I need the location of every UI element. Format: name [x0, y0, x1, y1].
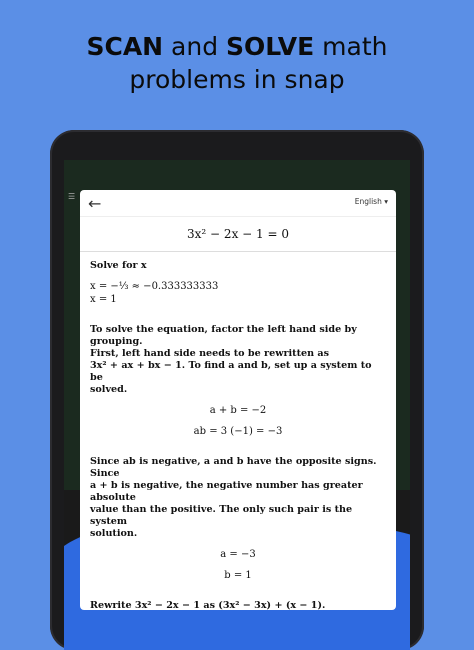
language-selector[interactable]: English ▾ — [354, 197, 388, 206]
headline — [0, 30, 474, 96]
headline-line2: problems in snap — [129, 65, 345, 94]
rewrite-line: Rewrite 3x² − 2x − 1 as (3x² − 3x) + (x − 1). — [90, 600, 326, 610]
answer-2: x = 1 — [90, 294, 117, 305]
para2-line1: Since ab is negative, a and b have the opposite signs. Since — [90, 456, 377, 479]
answer-1: x = −⅓ ≈ −0.333333333 — [90, 281, 219, 292]
system2-eq1: a = −3 — [220, 549, 256, 560]
para2-line4: solution. — [90, 528, 138, 539]
para1-line1: To solve the equation, factor the left hand side by grouping. — [90, 324, 357, 347]
headline-scan: SCAN — [86, 32, 164, 61]
system2-eq2: b = 1 — [224, 570, 252, 581]
solution-content — [80, 252, 396, 610]
para1-line2: First, left hand side needs to be rewritten as — [90, 348, 330, 359]
headline-and: and — [163, 32, 227, 61]
solution-card — [80, 190, 396, 610]
headline-solve: SOLVE — [226, 32, 315, 61]
menu-icon[interactable]: ☰ — [68, 192, 76, 201]
para1-line4: solved. — [90, 384, 128, 395]
system1-eq1: a + b = −2 — [209, 405, 267, 416]
para2-line2: a + b is negative, the negative number has greater absolute — [90, 480, 363, 503]
top-bar — [80, 190, 396, 217]
back-arrow-icon[interactable]: ← — [88, 194, 102, 213]
main-equation: 3x² − 2x − 1 = 0 — [80, 217, 396, 252]
para1-line3: 3x² + ax + bx − 1. To find a and b, set up a system to be — [90, 360, 372, 383]
headline-math: math — [314, 32, 388, 61]
solve-heading: Solve for x — [90, 260, 147, 271]
tablet-frame — [50, 130, 424, 650]
headline-line1 — [0, 30, 474, 63]
para2-line3: value than the positive. The only such pair is the system — [90, 504, 353, 527]
system1-eq2: ab = 3 (−1) = −3 — [193, 426, 283, 437]
tablet-screen — [64, 160, 410, 650]
